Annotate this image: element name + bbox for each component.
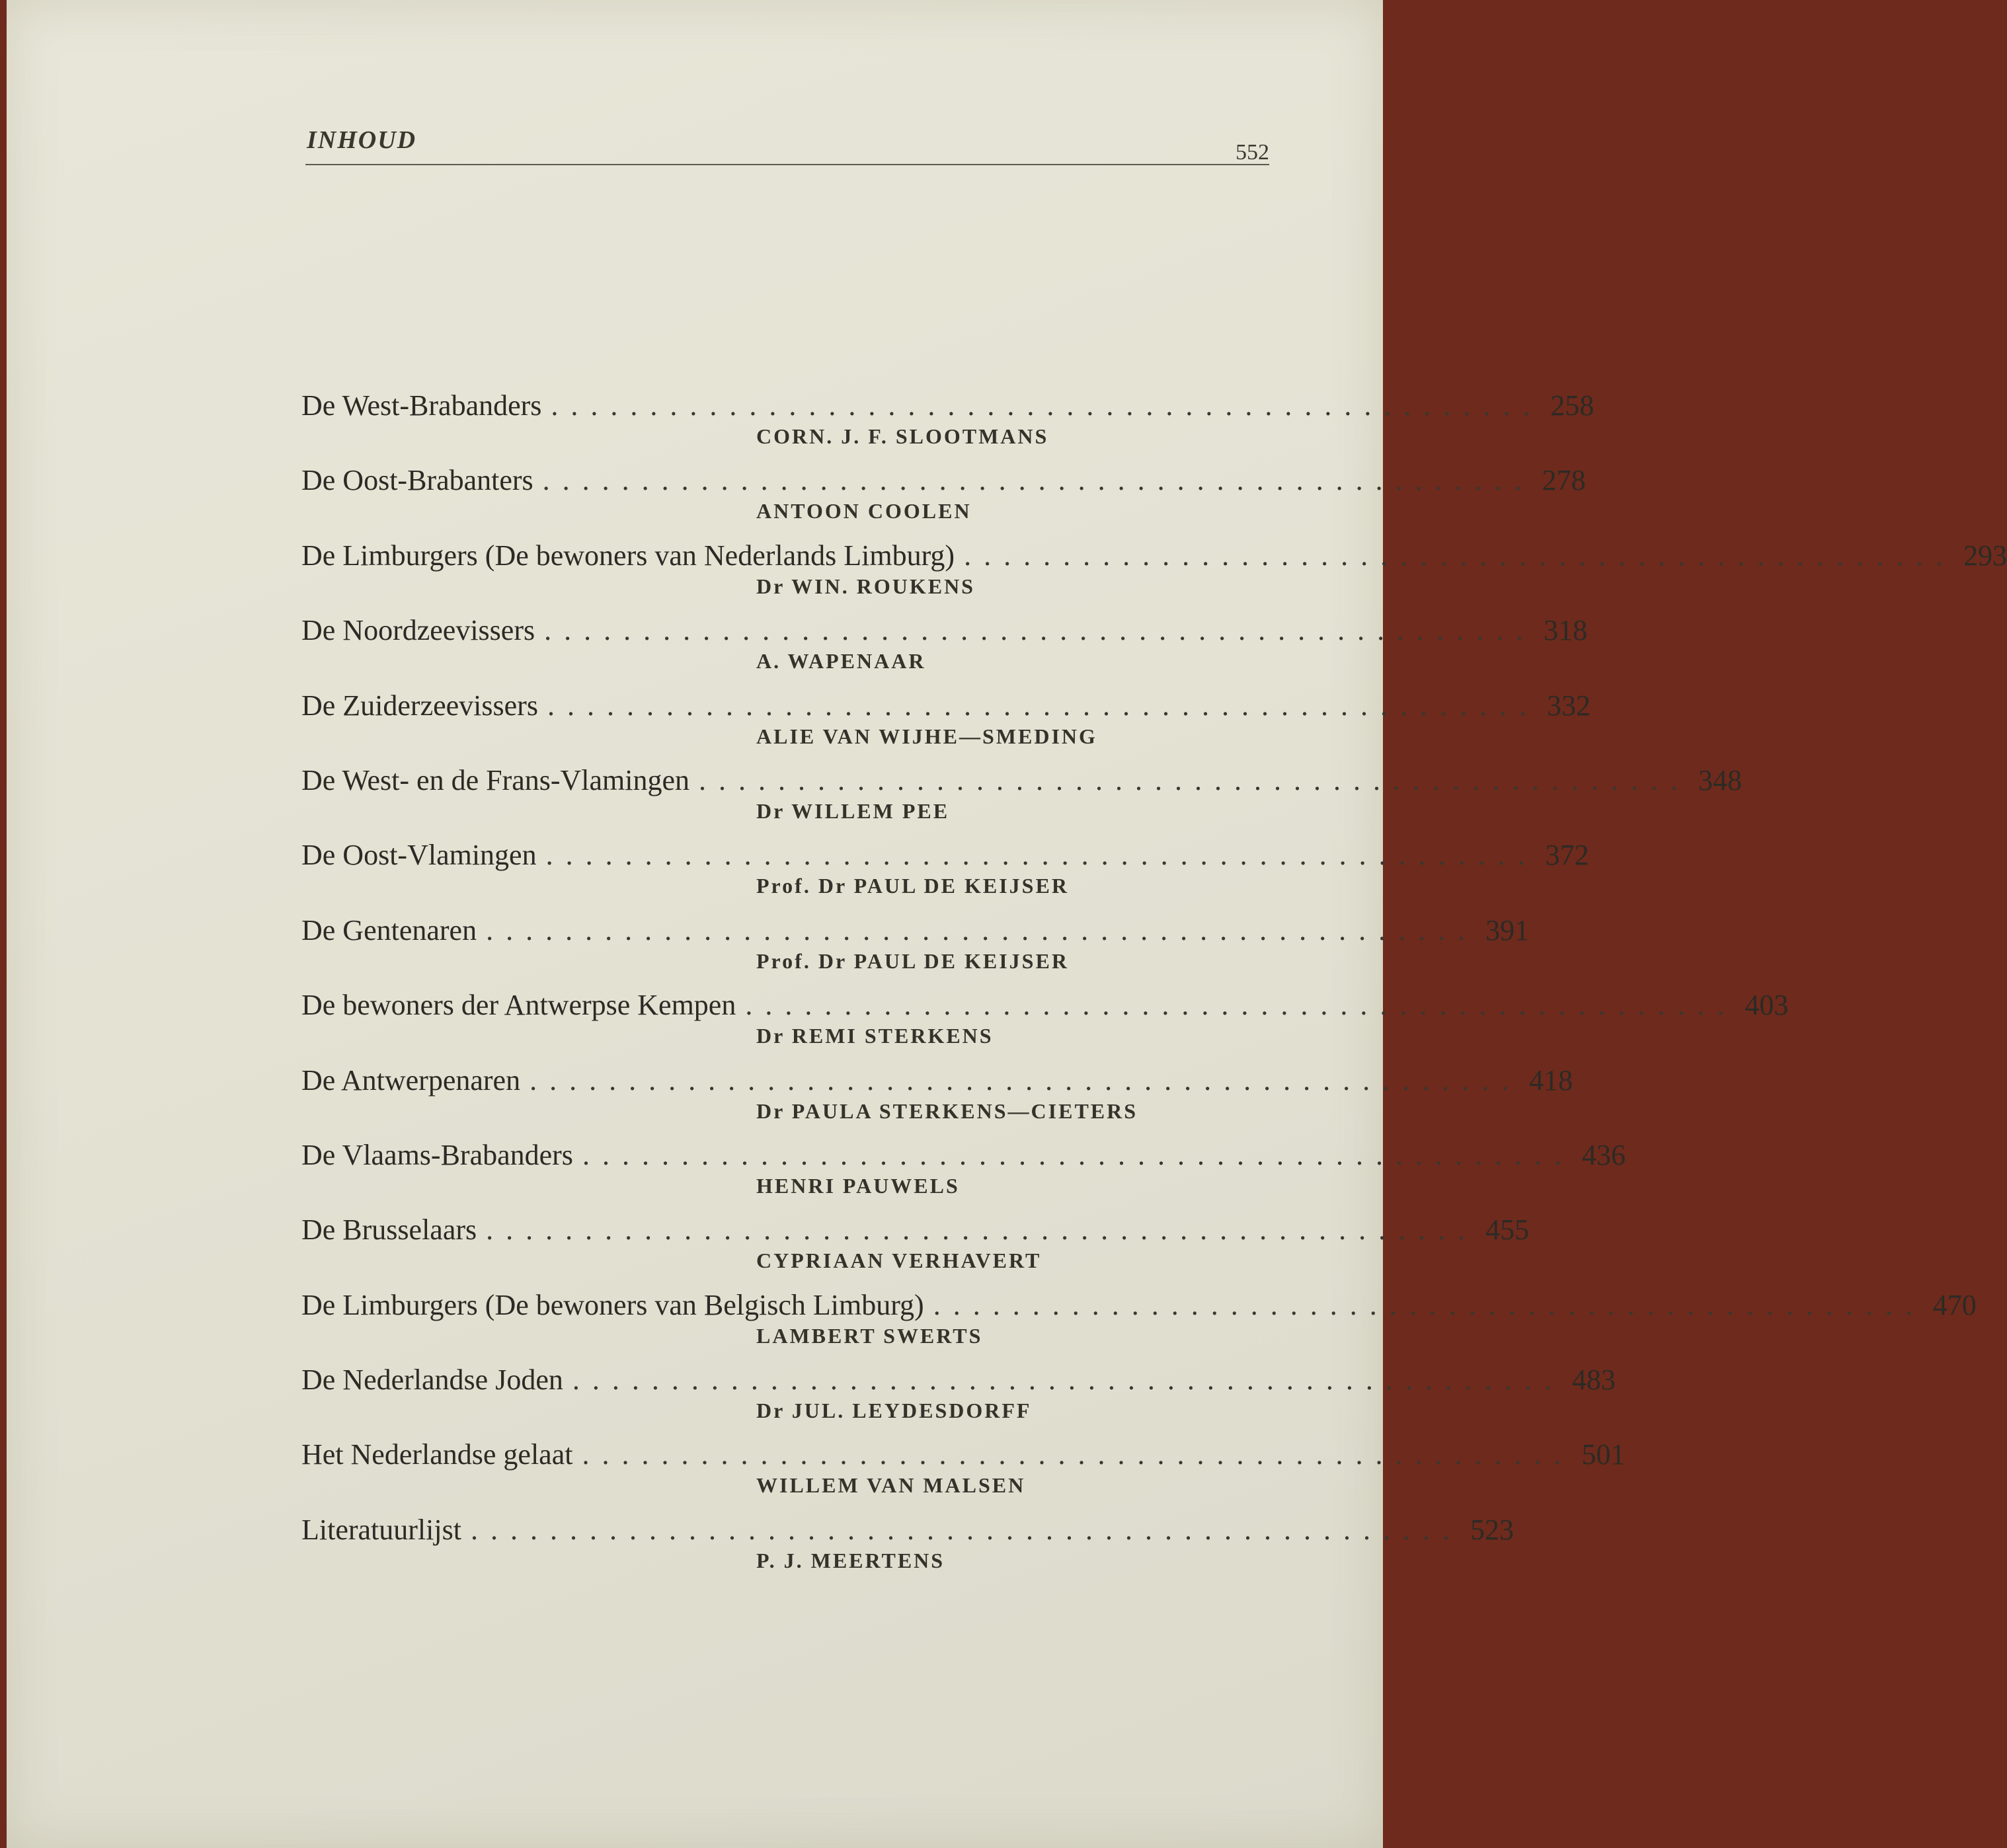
toc-entry-author: Dr REMI STERKENS [756, 1024, 994, 1048]
leader-dots: .................................................. [544, 614, 1536, 647]
toc-entry-page: 348 [1698, 763, 1743, 796]
leader-dots: .................................................. [745, 989, 1737, 1022]
toc-entry-author: Dr WIN. ROUKENS [756, 574, 975, 598]
toc-entry-title: De West-Brabanders [301, 389, 542, 422]
toc-entry-author: Prof. Dr PAUL DE KEIJSER [756, 948, 1069, 973]
toc-entry-title: De Antwerpenaren [301, 1063, 521, 1097]
toc-entry [301, 838, 1589, 913]
table-of-contents [301, 389, 2007, 1588]
toc-entry-page: 391 [1485, 913, 1530, 946]
toc-entry-title: De Zuiderzeevissers [301, 689, 538, 722]
toc-entry-title: De Vlaams-Brabanders [301, 1138, 573, 1171]
toc-entry-title: De Oost-Brabanters [301, 464, 533, 497]
toc-entry-page: 483 [1571, 1364, 1616, 1397]
running-header [305, 118, 1269, 165]
toc-entry-page: 258 [1550, 389, 1594, 422]
toc-entry [301, 463, 1586, 538]
leader-dots: .................................................. [964, 539, 1956, 572]
toc-entry-page: 436 [1581, 1138, 1626, 1171]
header-title: INHOUD [307, 126, 417, 154]
toc-entry-title: De Nederlandse Joden [301, 1364, 563, 1397]
toc-entry-title: De bewoners der Antwerpse Kempen [301, 989, 736, 1022]
toc-entry-author: LAMBERT SWERTS [756, 1323, 983, 1348]
leader-dots: .................................................. [933, 1288, 1925, 1321]
leader-dots: .................................................. [551, 389, 1543, 422]
toc-entry-title: De Brusselaars [301, 1213, 477, 1247]
toc-entry [301, 913, 1530, 988]
toc-entry [301, 1213, 1530, 1288]
leader-dots: .................................................. [699, 763, 1691, 796]
toc-entry-author: HENRI PAUWELS [756, 1173, 960, 1198]
toc-entry-page: 403 [1745, 989, 1789, 1022]
leader-dots: .................................................. [582, 1138, 1574, 1171]
leader-dots: .................................................. [547, 689, 1539, 722]
toc-entry-title: De Gentenaren [301, 913, 477, 946]
toc-entry-author: ALIE VAN WIJHE—SMEDING [756, 724, 1097, 748]
toc-entry [301, 539, 2007, 613]
toc-entry [301, 1063, 1573, 1138]
toc-entry [301, 1138, 1626, 1213]
leader-dots: .................................................. [545, 839, 1538, 872]
toc-entry-page: 332 [1546, 689, 1591, 722]
toc-entry [301, 389, 1594, 463]
toc-entry-author: ANTOON COOLEN [756, 499, 972, 523]
leader-dots: .................................................. [486, 913, 1478, 946]
toc-entry-page: 470 [1932, 1288, 1977, 1321]
book-page [7, 0, 2007, 1848]
toc-entry-page: 501 [1581, 1438, 1626, 1471]
toc-entry-page: 418 [1529, 1063, 1573, 1097]
leader-dots: .................................................. [486, 1213, 1478, 1247]
toc-entry [301, 1513, 1514, 1588]
toc-entry-page: 455 [1485, 1213, 1530, 1247]
toc-entry [301, 1288, 1977, 1363]
toc-entry-author: Dr JUL. LEYDESDORFF [756, 1399, 1032, 1423]
toc-entry-page: 372 [1545, 839, 1589, 872]
toc-entry-title: Het Nederlandse gelaat [301, 1438, 573, 1471]
toc-entry-author: Dr WILLEM PEE [756, 798, 950, 823]
toc-entry [301, 613, 1588, 688]
leader-dots: .................................................. [582, 1438, 1574, 1471]
toc-entry-page: 318 [1544, 614, 1588, 647]
toc-entry [301, 988, 1789, 1063]
toc-entry-title: De Limburgers (De bewoners van Belgisch Limburg) [301, 1288, 924, 1321]
toc-entry-author: A. WAPENAAR [756, 649, 926, 674]
toc-entry-author: WILLEM VAN MALSEN [756, 1473, 1026, 1498]
toc-entry-page: 523 [1470, 1513, 1514, 1546]
toc-entry-author: Dr PAULA STERKENS—CIETERS [756, 1098, 1138, 1123]
leader-dots: .................................................. [572, 1364, 1564, 1397]
toc-entry-title: De Limburgers (De bewoners van Nederlands Limburg) [301, 539, 955, 572]
header-page-number: 552 [1236, 140, 1269, 165]
toc-entry-author: P. J. MEERTENS [756, 1548, 945, 1572]
toc-entry-title: Literatuurlijst [301, 1513, 461, 1546]
toc-entry-author: Prof. Dr PAUL DE KEIJSER [756, 874, 1069, 898]
toc-entry [301, 763, 1743, 838]
toc-entry-author: CORN. J. F. SLOOTMANS [756, 424, 1049, 448]
toc-entry [301, 689, 1591, 763]
toc-entry-page: 278 [1542, 464, 1586, 497]
toc-entry-author: CYPRIAAN VERHAVERT [756, 1249, 1042, 1273]
leader-dots: .................................................. [542, 464, 1534, 497]
leader-dots: .................................................. [470, 1513, 1462, 1546]
leader-dots: .................................................. [530, 1063, 1522, 1097]
toc-entry [301, 1363, 1616, 1438]
toc-entry [301, 1438, 1626, 1512]
toc-entry-title: De West- en de Frans-Vlamingen [301, 763, 690, 796]
toc-entry-page: 293 [1963, 539, 2007, 572]
toc-entry-title: De Oost-Vlamingen [301, 839, 537, 872]
toc-entry-title: De Noordzeevissers [301, 614, 535, 647]
